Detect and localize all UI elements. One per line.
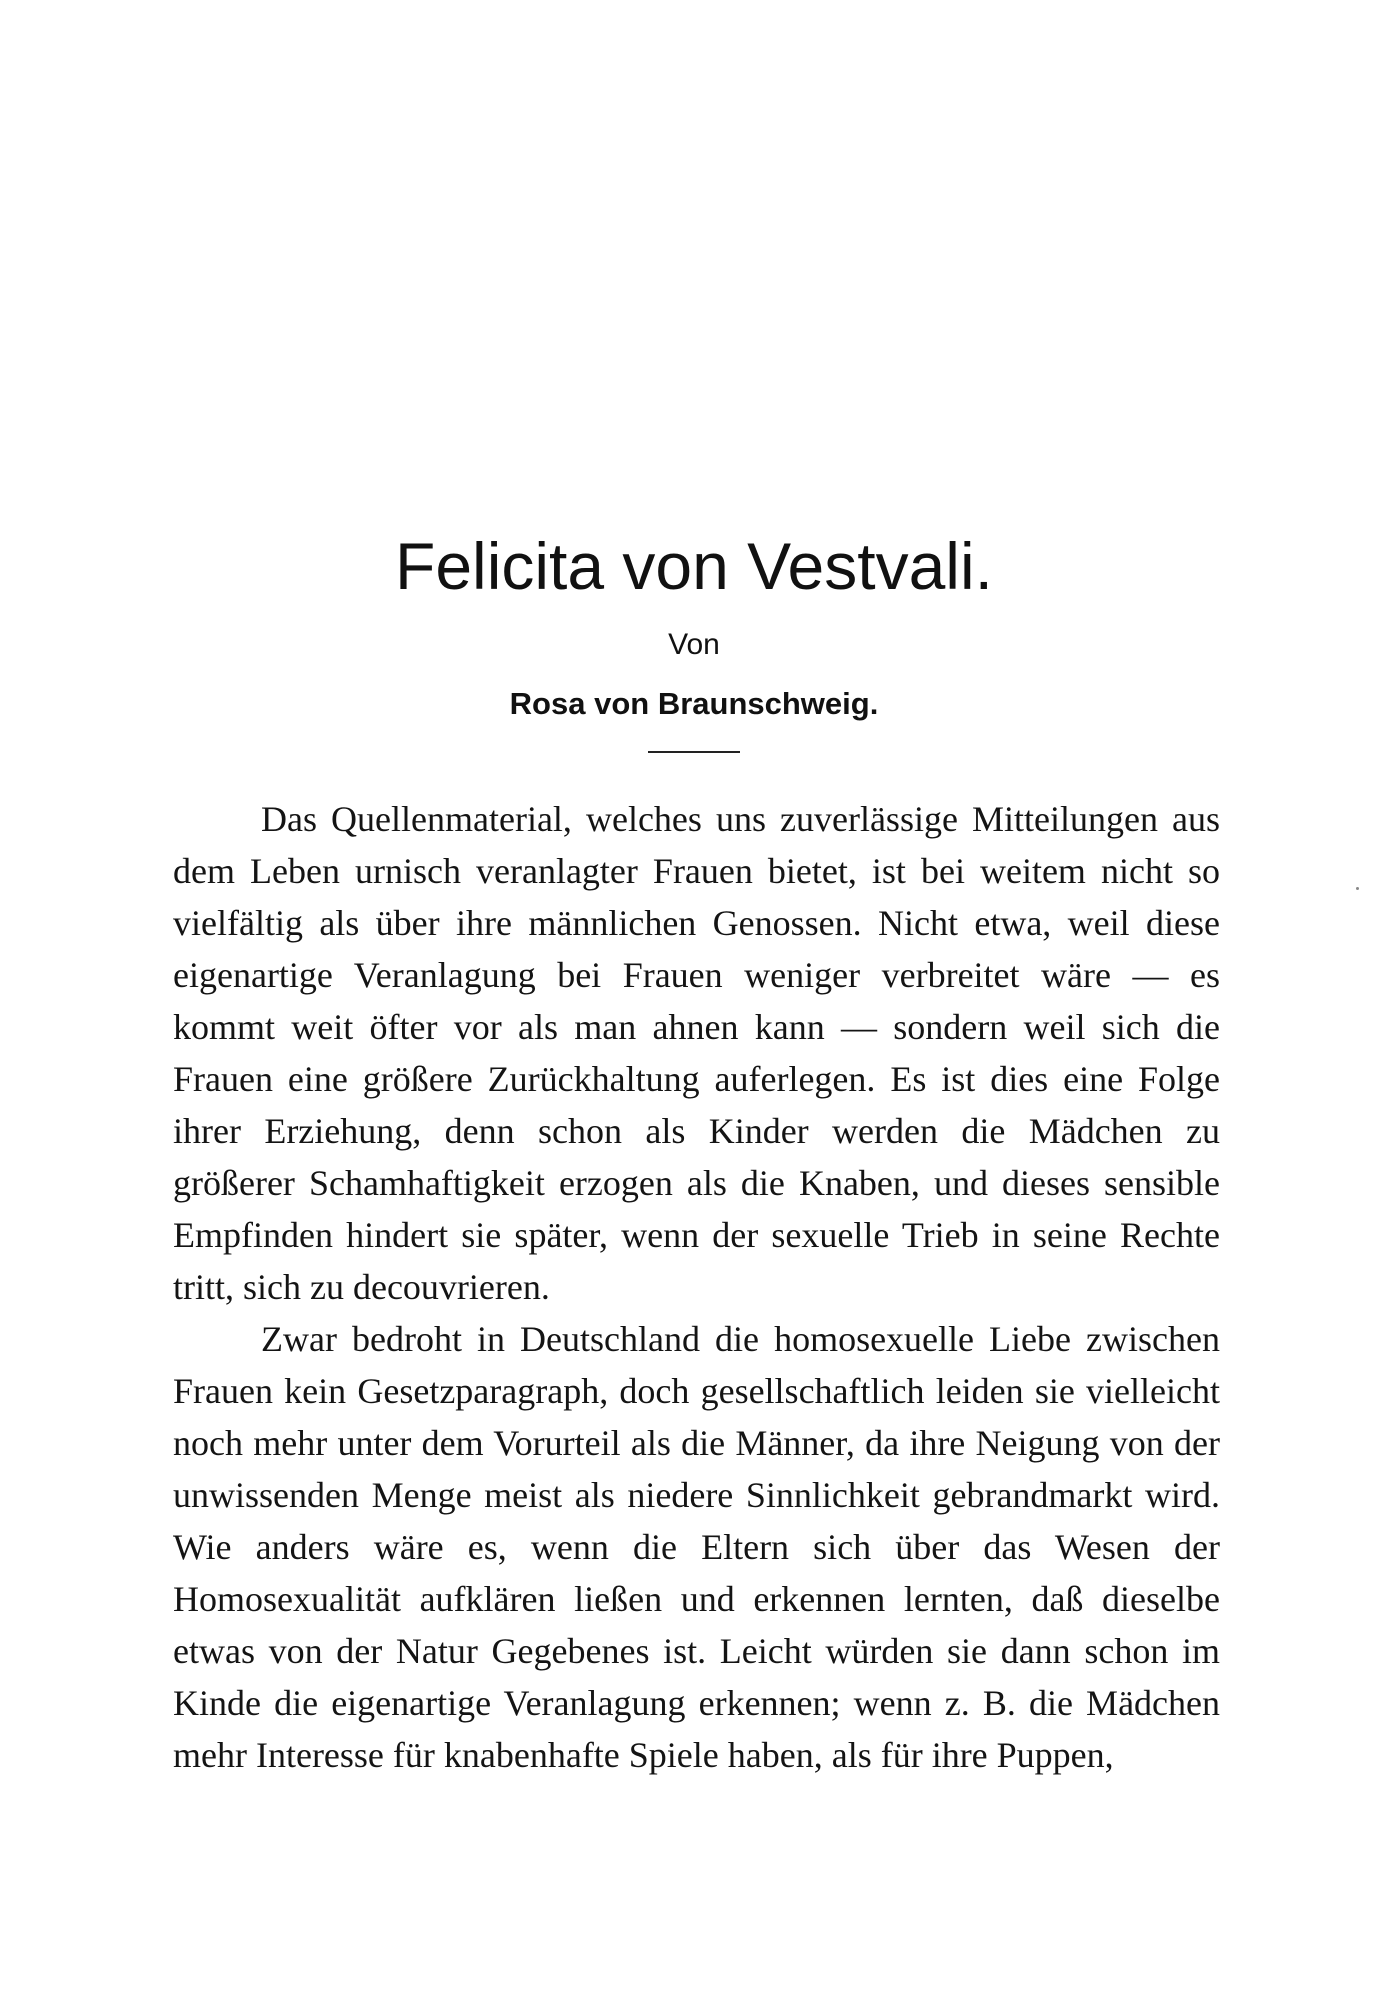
byline-von: Von	[668, 628, 720, 661]
article-author: Rosa von Braunschweig.	[509, 686, 879, 721]
paragraph-1: Das Quellenmaterial, welches uns zuverlässige Mitteilungen aus dem Leben urnisch veranlagter Frauen bietet, ist bei weitem nicht so vielfältig als über ihre männlichen Genossen. Nicht etwa, weil diese eigenartige Veranlagung bei Frauen weniger verbreitet wäre — es kommt weit öfter vor als man ahnen kann — sondern weil sich die Frauen eine größere Zurückhaltung auferlegen. Es ist dies eine Folge ihrer Erziehung, denn schon als Kinder werden die Mädchen zu größerer Schamhaftigkeit erzogen als die Knaben, und dieses sensible Empfinden hindert sie später, wenn der sexuelle Trieb in seine Rechte tritt, sich zu decouvrieren.	[173, 799, 1220, 1307]
title-divider	[648, 751, 740, 753]
scan-speck	[1356, 887, 1359, 890]
article-body	[173, 793, 1220, 1781]
paragraph-2: Zwar bedroht in Deutschland die homosexuelle Liebe zwischen Frauen kein Gesetzparagraph, doch gesellschaftlich leiden sie vielleicht noch mehr unter dem Vorurteil als die Männer, da ihre Neigung von der unwissenden Menge meist als niedere Sinnlichkeit gebrandmarkt wird. Wie anders wäre es, wenn die Eltern sich über das Wesen der Homosexualität aufklären ließen und erkennen lernten, daß dieselbe etwas von der Natur Gegebenes ist. Leicht würden sie dann schon im Kinde die eigenartige Veranlagung erkennen; wenn z. B. die Mädchen mehr Interesse für knabenhafte Spiele haben, als für ihre Puppen,	[173, 1319, 1220, 1775]
article-title: Felicita von Vestvali.	[395, 529, 993, 603]
